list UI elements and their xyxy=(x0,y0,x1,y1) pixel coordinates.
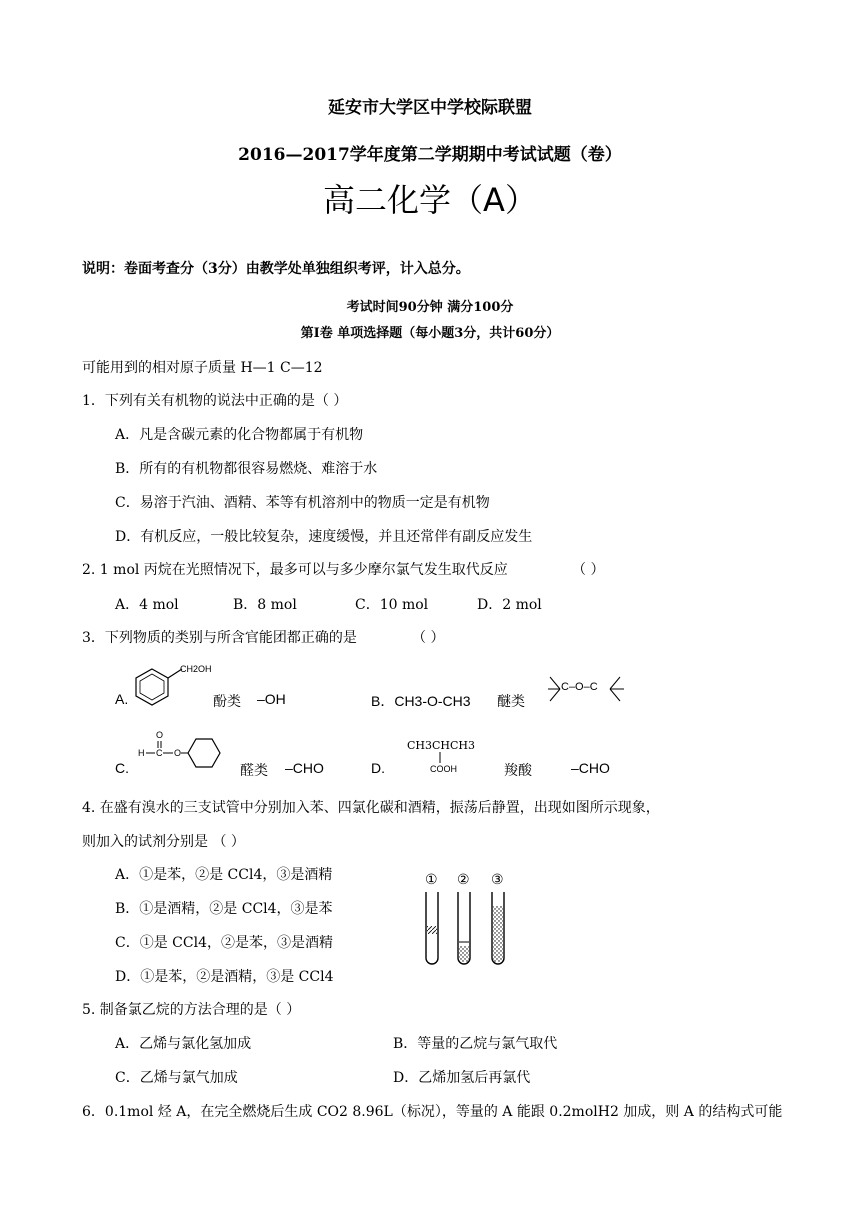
q4-option-c: C．①是 CCl4，②是苯，③是酒精 xyxy=(115,935,333,951)
q2-option-a: A．4 mol xyxy=(115,597,179,613)
section-title: 第Ⅰ卷 单项选择题（每小题3分，共计60分） xyxy=(300,326,560,341)
q3-d-bond xyxy=(430,751,450,765)
q4-option-b: B．①是酒精，②是 CCl4，③是苯 xyxy=(115,901,333,917)
q3-d-top: CH3CHCH3 xyxy=(407,739,476,752)
q5-option-d: D．乙烯加氢后再氯代 xyxy=(393,1070,531,1086)
q3-option-a-letter: A. xyxy=(115,691,129,707)
atomic-mass: 可能用到的相对原子质量 H—1 C—12 xyxy=(82,360,323,376)
q3-option-b-text: B．CH3-O-CH3 xyxy=(371,693,471,709)
tube-label-3: ③ xyxy=(491,872,504,888)
q3-c-o-top: O xyxy=(156,730,164,740)
q4-option-a: A．①是苯，②是 CCl4，③是酒精 xyxy=(115,867,333,883)
tube-label-1: ① xyxy=(425,872,438,888)
subject-title: 高二化学（A） xyxy=(323,181,537,219)
q3-a-group: –OH xyxy=(257,691,286,707)
test-tubes-figure xyxy=(420,890,520,970)
q3-c-c: C xyxy=(156,748,163,758)
tube-label-2: ② xyxy=(457,872,470,888)
q3-c-group: –CHO xyxy=(285,760,324,776)
q3-d-bottom: COOH xyxy=(430,764,457,774)
q2-option-d: D．2 mol xyxy=(477,597,542,613)
time-info: 考试时间90分钟 满分100分 xyxy=(346,300,514,315)
org-title: 延安市大学区中学校际联盟 xyxy=(328,98,532,118)
q3-c-o: O xyxy=(174,748,182,758)
q3-paren: （ ） xyxy=(412,630,445,646)
q3-option-d-letter: D. xyxy=(371,760,385,776)
q1-stem: 1．下列有关有机物的说法中正确的是（ ） xyxy=(82,393,348,409)
q3-a-substituent: CH2OH xyxy=(180,664,212,674)
q1-option-b: B．所有的有机物都很容易燃烧、难溶于水 xyxy=(115,461,378,477)
q2-option-b: B．8 mol xyxy=(233,597,297,613)
q3-c-class: 醛类 xyxy=(240,763,268,779)
q4-option-d: D．①是苯，②是酒精，③是 CCl4 xyxy=(115,969,334,985)
exam-title: 2016—2017学年度第二学期期中考试试题（卷） xyxy=(238,145,622,165)
q5-option-b: B．等量的乙烷与氯气取代 xyxy=(393,1036,558,1052)
q3-c-h: H xyxy=(138,748,145,758)
q3-stem: 3．下列物质的类别与所含官能团都正确的是 xyxy=(82,630,357,646)
q1-option-c: C．易溶于汽油、酒精、苯等有机溶剂中的物质一定是有机物 xyxy=(115,495,490,511)
q4-stem-2: 则加入的试剂分别是 （ ） xyxy=(82,834,245,850)
q4-stem: 4. 在盛有溴水的三支试管中分别加入苯、四氯化碳和酒精，振荡后静置，出现如图所示现象， xyxy=(82,800,660,816)
q3-d-class: 羧酸 xyxy=(504,763,532,779)
q3-b-class: 醚类 xyxy=(497,694,525,710)
q3-b-group: C–O–C xyxy=(561,681,598,693)
q6-stem: 6．0.1mol 烃 A，在完全燃烧后生成 CO2 8.96L（标况），等量的 A 能跟 0.2molH2 加成，则 A 的结构式可能 xyxy=(82,1104,783,1120)
q1-option-a: A．凡是含碳元素的化合物都属于有机物 xyxy=(115,427,364,443)
phenyl-formate-structure xyxy=(130,730,230,780)
note: 说明：卷面考查分（3分）由教学处单独组织考评，计入总分。 xyxy=(82,261,470,277)
q5-option-a: A．乙烯与氯化氢加成 xyxy=(115,1036,252,1052)
q1-option-d: D．有机反应，一般比较复杂，速度缓慢，并且还常伴有副反应发生 xyxy=(115,529,533,545)
q2-stem: 2. 1 mol 丙烷在光照情况下，最多可以与多少摩尔氯气发生取代反应 xyxy=(82,562,508,578)
q3-a-class: 酚类 xyxy=(213,694,241,710)
q3-option-c-letter: C. xyxy=(115,760,129,776)
q2-option-c: C．10 mol xyxy=(355,597,429,613)
q5-option-c: C．乙烯与氯气加成 xyxy=(115,1070,238,1086)
q2-paren: （ ） xyxy=(572,562,605,578)
q5-stem: 5. 制备氯乙烷的方法合理的是（ ） xyxy=(82,1002,301,1018)
q3-d-group: –CHO xyxy=(571,760,610,776)
